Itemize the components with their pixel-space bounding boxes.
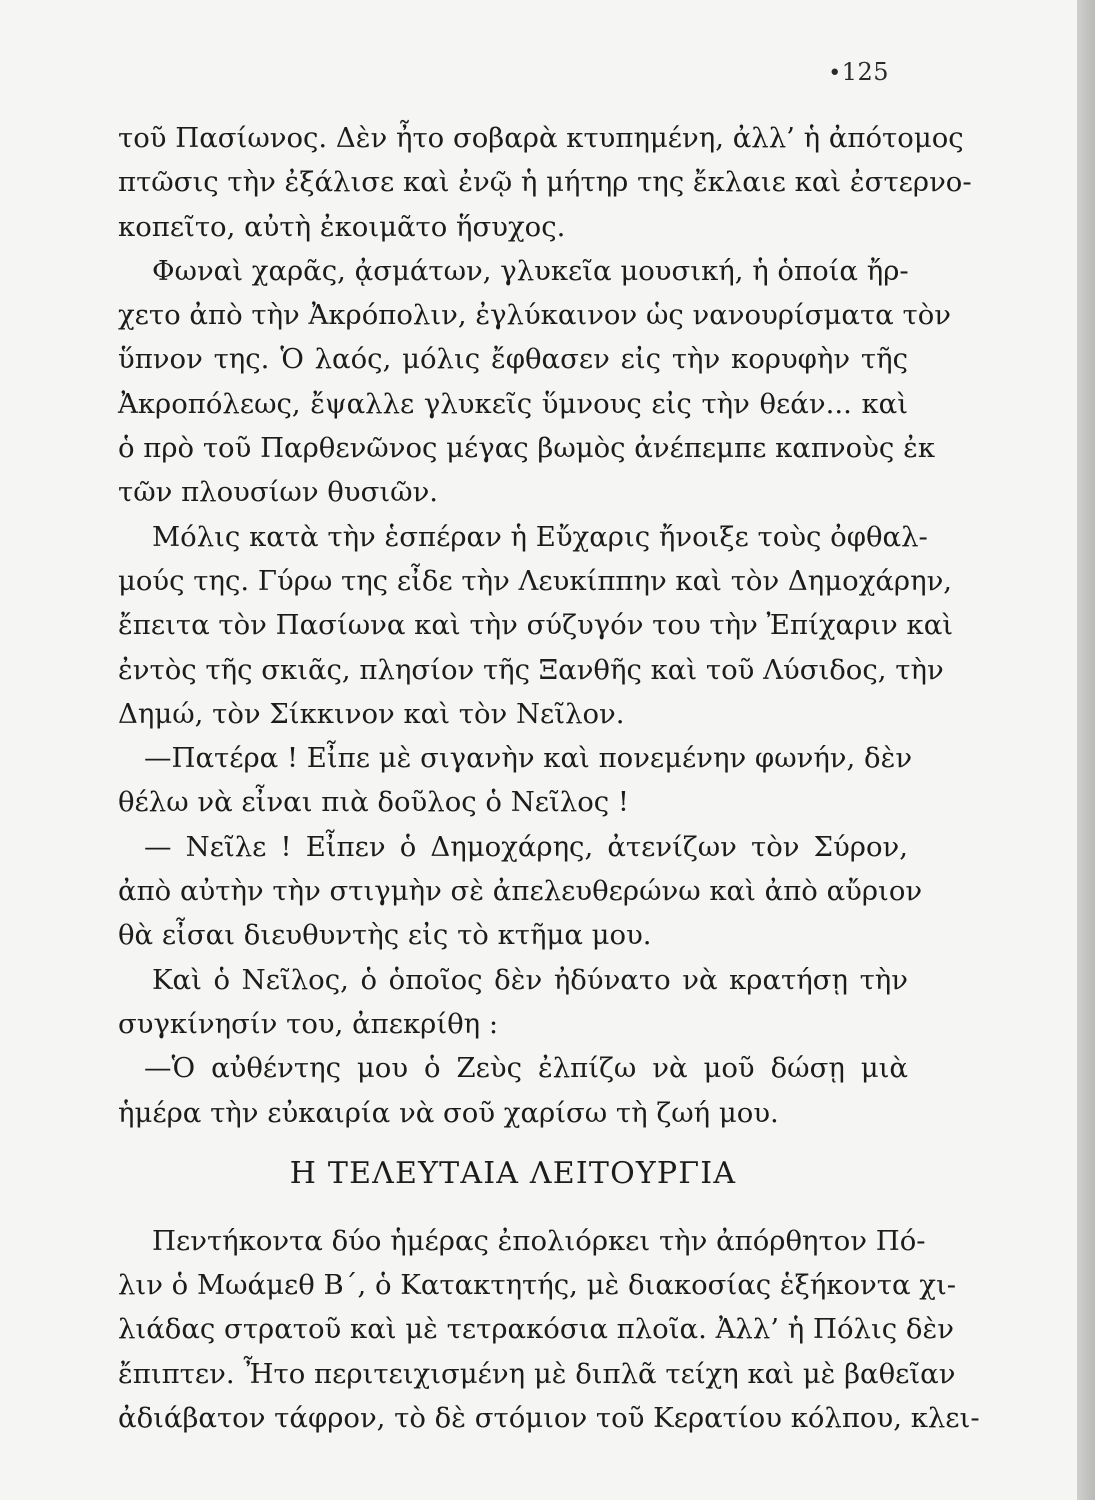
text-line: ἔπιπτεν. Ἦτο περιτειχισμένη μὲ διπλᾶ τείχη καὶ μὲ βαθεῖαν	[118, 1357, 956, 1390]
text-line: Ἀκροπόλεως, ἔψαλλε γλυκεῖς ὕμνους εἰς τὴν θεάν... καὶ	[118, 387, 908, 420]
text-line: —Ὁ αὐθέντης μου ὁ Ζεὺς ἐλπίζω νὰ μοῦ δώσῃ μιὰ	[144, 1052, 908, 1085]
text-line: τοῦ Πασίωνος. Δὲν ἦτο σοβαρὰ κτυπημένη, ἀλλ’ ἡ ἀπότομος	[118, 122, 964, 154]
page-number	[828, 58, 889, 86]
body-text	[118, 116, 980, 1440]
text-line: τῶν πλουσίων θυσιῶν.	[118, 476, 439, 509]
paragraph-1	[118, 116, 972, 249]
text-line: ὁ πρὸ τοῦ Παρθενῶνος μέγας βωμὸς ἀνέπεμπε καπνοὺς ἐκ	[118, 432, 936, 465]
text-line: πτῶσις τὴν ἐξάλισε καὶ ἐνῷ ἡ μήτηρ της ἔκλαιε καὶ ἐστερνο-	[118, 166, 972, 199]
text-line: Δημώ, τὸν Σίκκινον καὶ τὸν Νεῖλον.	[118, 697, 625, 730]
text-line: συγκίνησίν του, ἀπεκρίθη :	[118, 1007, 499, 1040]
page-edge	[1077, 0, 1095, 1500]
text-line: —Πατέρα ! Εἶπε μὲ σιγανὴν καὶ πονεμένην φωνήν, δὲν	[144, 742, 913, 775]
text-line: μούς της. Γύρω της εἶδε τὴν Λευκίππην καὶ τὸν Δημοχάρην,	[118, 564, 953, 597]
text-line: θέλω νὰ εἶναι πιὰ δοῦλος ὁ Νεῖλος !	[118, 786, 629, 819]
paragraph-4	[118, 736, 913, 825]
paragraph-6	[118, 958, 908, 1047]
text-line: Πεντήκοντα δύο ἡμέρας ἐπολιόρκει τὴν ἀπόρθητον Πό-	[152, 1224, 926, 1257]
paragraph-2	[118, 249, 951, 515]
page-number-value: 125	[841, 58, 889, 86]
text-line: — Νεῖλε ! Εἶπεν ὁ Δημοχάρης, ἀτενίζων τὸν Σύρον,	[144, 830, 908, 863]
text-line: λιν ὁ Μωάμεθ Β΄, ὁ Κατακτητής, μὲ διακοσίας ἑξήκοντα χι-	[118, 1269, 957, 1302]
text-line: ἀδιάβατον τάφρον, τὸ δὲ στόμιον τοῦ Κερατίου κόλπου, κλει-	[118, 1402, 980, 1435]
text-line: θὰ εἶσαι διευθυντὴς εἰς τὸ κτῆμα μου.	[118, 919, 652, 952]
text-line: ἀπὸ αὐτὴν τὴν στιγμὴν σὲ ἀπελευθερώνω καὶ ἀπὸ αὔριον	[118, 875, 923, 908]
paragraph-8	[118, 1219, 980, 1440]
text-line: ἐντὸς τῆς σκιᾶς, πλησίον τῆς Ξανθῆς καὶ τοῦ Λύσιδος, τὴν	[118, 653, 944, 686]
paragraph-5	[118, 825, 923, 958]
paragraph-7	[118, 1046, 908, 1135]
paragraph-3	[118, 515, 954, 736]
page-number-dot: •	[828, 61, 842, 86]
text-line: ἡμέρα τὴν εὐκαιρία νὰ σοῦ χαρίσω τὴ ζωή μου.	[118, 1096, 779, 1129]
text-line: ἔπειτα τὸν Πασίωνα καὶ τὴν σύζυγόν του τὴν Ἐπίχαριν καὶ	[118, 609, 954, 642]
text-line: Μόλις κατὰ τὴν ἑσπέραν ἡ Εὔχαρις ἤνοιξε τοὺς ὀφθαλ-	[152, 520, 928, 553]
text-line: Φωναὶ χαρᾶς, ᾀσμάτων, γλυκεῖα μουσική, ἡ ὁποία ἤρ-	[152, 254, 909, 287]
text-line: κοπεῖτο, αὐτὴ ἐκοιμᾶτο ἥσυχος.	[118, 210, 566, 243]
text-line: ὕπνον της. Ὁ λαός, μόλις ἔφθασεν εἰς τὴν κορυφὴν τῆς	[118, 343, 908, 376]
section-heading: Η ΤΕΛΕΥΤΑΙΑ ΛΕΙΤΟΥΡΓΙΑ	[289, 1155, 737, 1191]
text-line: λιάδας στρατοῦ καὶ μὲ τετρακόσια πλοῖα. Ἀλλ’ ἡ Πόλις δὲν	[118, 1313, 954, 1346]
text-line: χετο ἀπὸ τὴν Ἀκρόπολιν, ἐγλύκαινον ὡς νανουρίσματα τὸν	[118, 299, 951, 332]
text-line: Καὶ ὁ Νεῖλος, ὁ ὁποῖος δὲν ἠδύνατο νὰ κρατήσῃ τὴν	[152, 963, 908, 996]
